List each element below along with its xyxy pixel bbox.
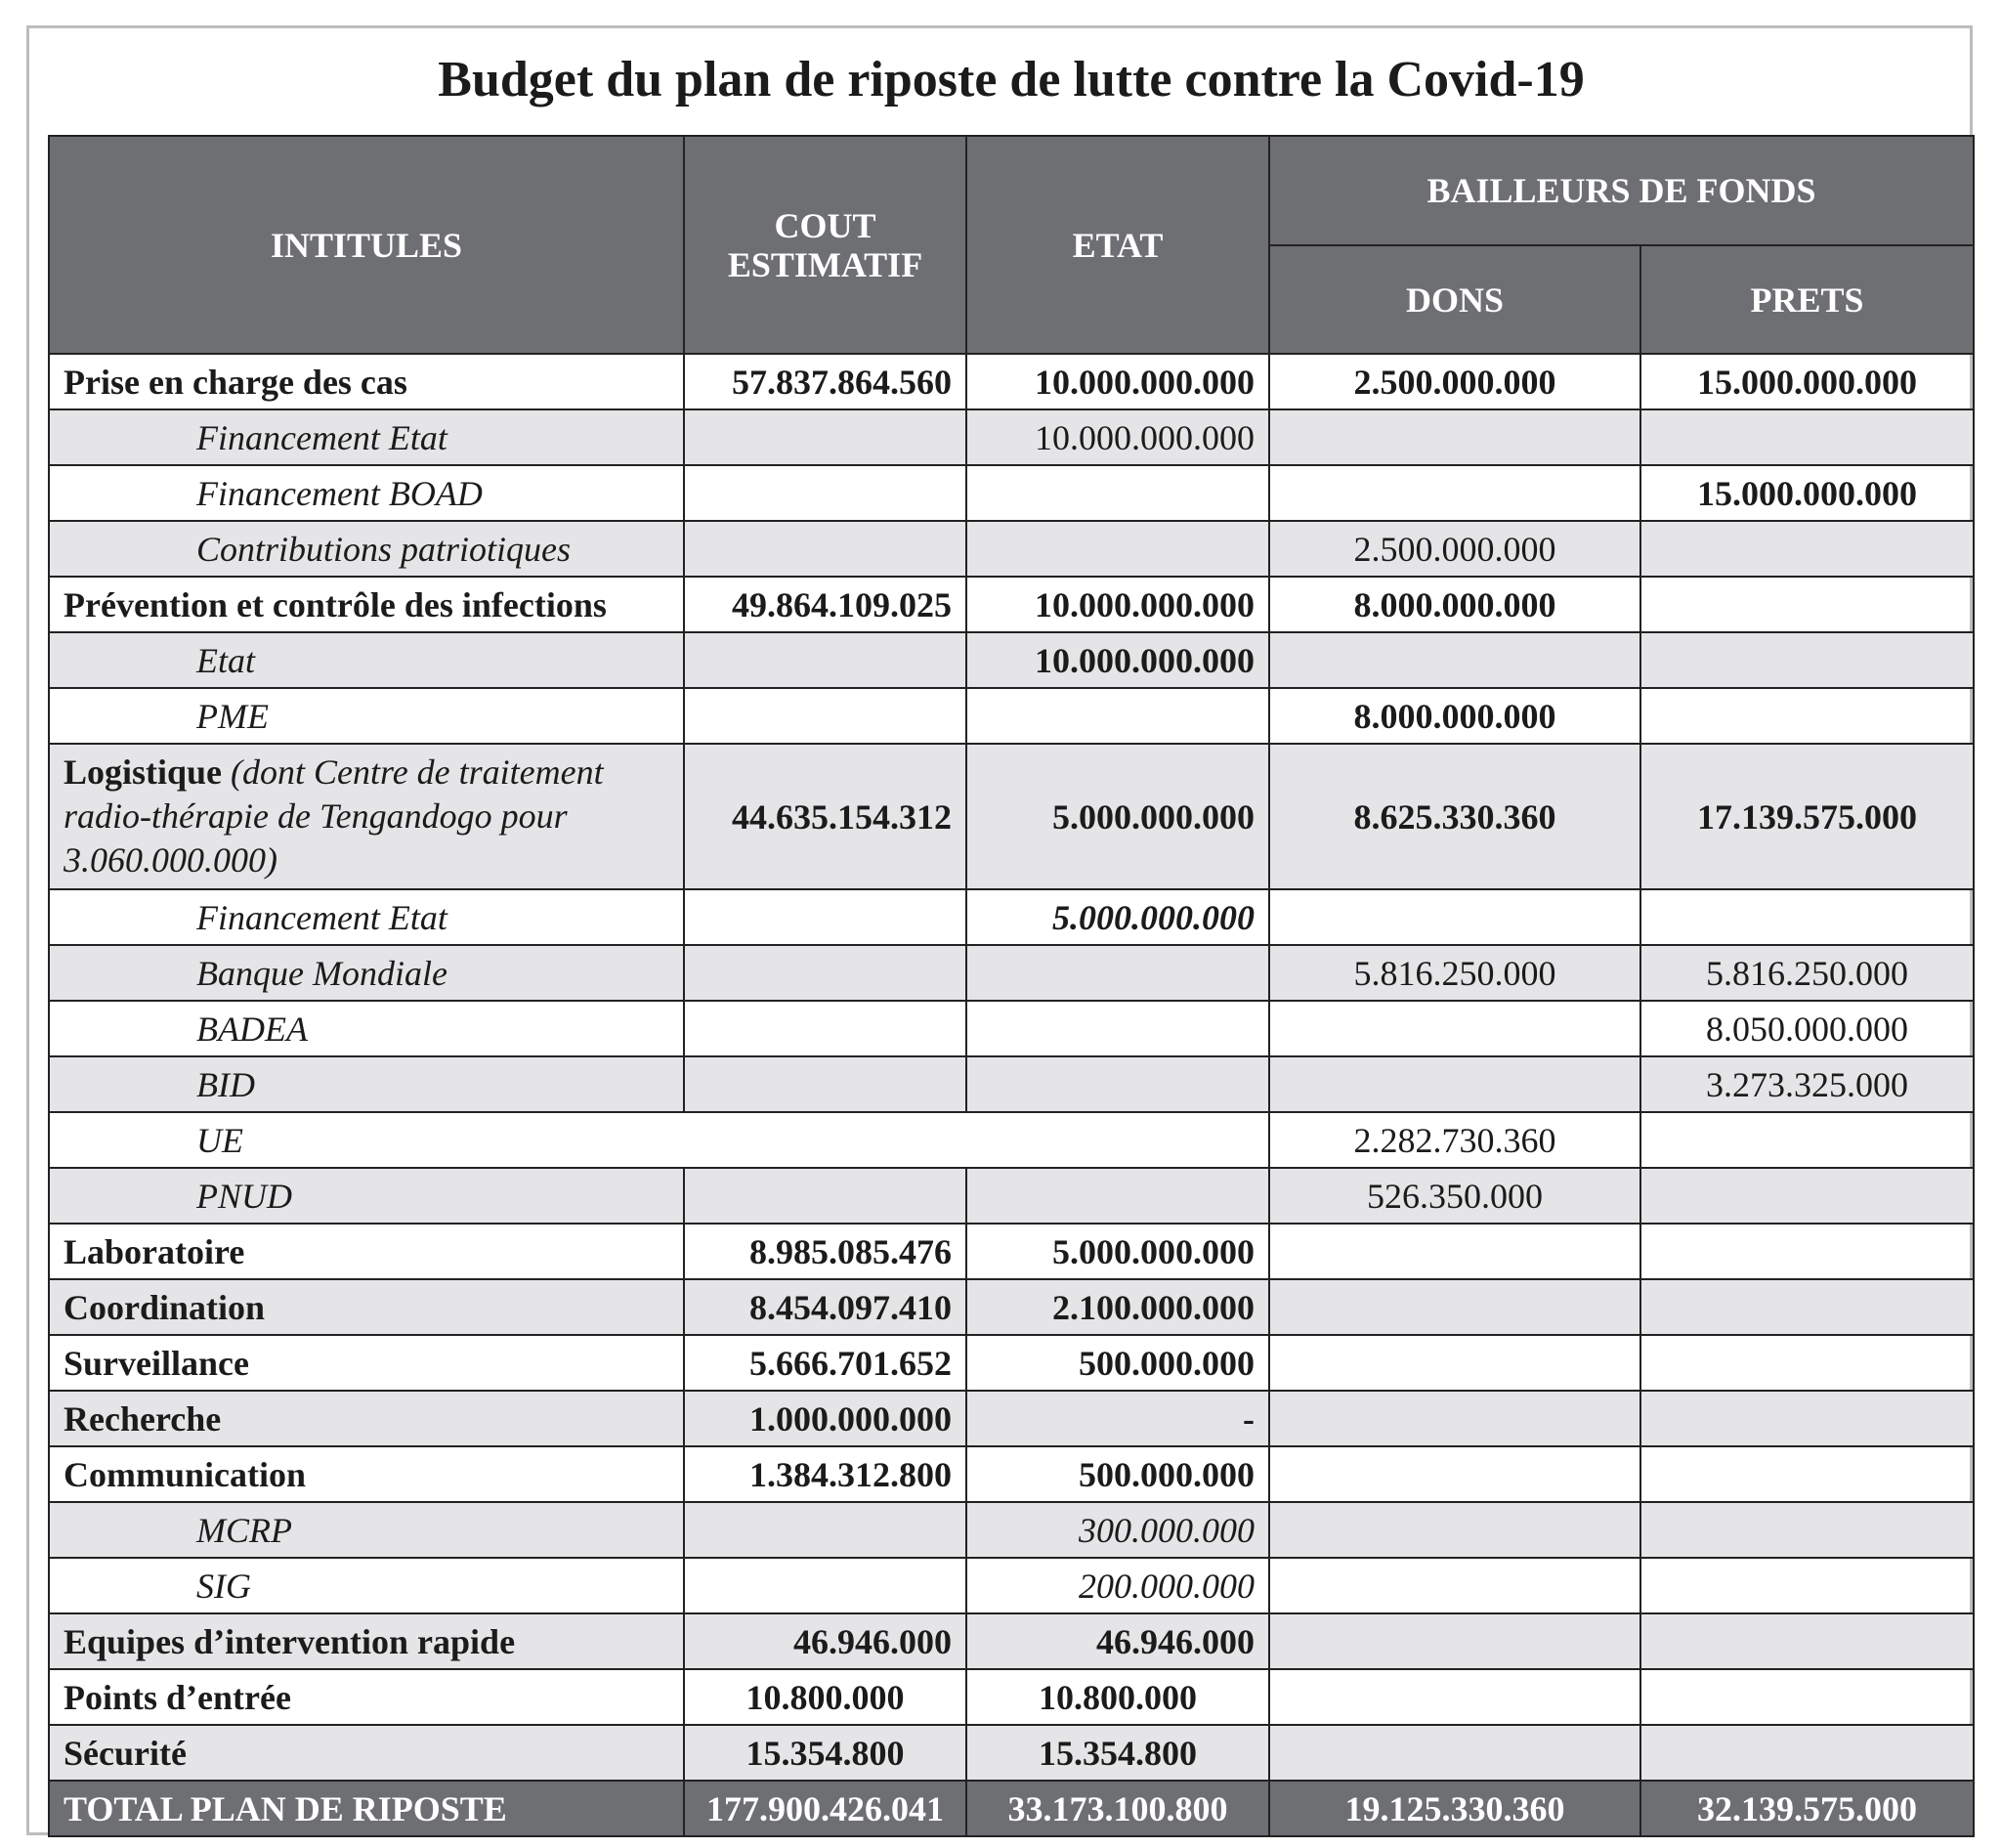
cout-cell [684,521,966,577]
header-prets: PRETS [1640,245,1974,354]
prets-cell [1640,889,1974,945]
table-row [49,688,1974,744]
cout-cell: 5.666.701.652 [684,1335,966,1391]
dons-cell [1269,1669,1640,1725]
header-bailleurs: BAILLEURS DE FONDS [1269,136,1974,245]
dons-cell: 5.816.250.000 [1269,945,1640,1001]
dons-cell [1269,1558,1640,1613]
prets-cell [1640,632,1974,688]
row-label: Financement Etat [49,409,684,465]
prets-cell [1640,1669,1974,1725]
table-row [49,889,1974,945]
cout-cell: 57.837.864.560 [684,354,966,409]
row-label: Financement BOAD [49,465,684,521]
row-label: Financement Etat [49,889,684,945]
table-row [49,465,1974,521]
dons-cell [1269,1279,1640,1335]
cout-cell [684,632,966,688]
dons-cell: 526.350.000 [1269,1168,1640,1224]
etat-cell [966,1001,1269,1056]
prets-cell [1640,1558,1974,1613]
total-label: TOTAL PLAN DE RIPOSTE [49,1781,684,1836]
dons-cell: 8.000.000.000 [1269,688,1640,744]
row-label: Prise en charge des cas [49,354,684,409]
etat-cell [966,688,1269,744]
etat-cell: 500.000.000 [966,1446,1269,1502]
header-intitules: INTITULES [49,136,684,354]
dons-cell [1269,1613,1640,1669]
cout-cell: 46.946.000 [684,1613,966,1669]
table-row [49,1446,1974,1502]
cout-cell [684,1001,966,1056]
row-label: UE [49,1112,684,1168]
table-row [49,1112,1974,1168]
etat-cell: 10.000.000.000 [966,354,1269,409]
etat-cell: 200.000.000 [966,1558,1269,1613]
dons-cell [1269,1001,1640,1056]
cout-cell: 1.384.312.800 [684,1446,966,1502]
prets-cell [1640,1279,1974,1335]
table-row [49,521,1974,577]
header-etat: ETAT [966,136,1269,354]
row-label: SIG [49,1558,684,1613]
table-row [49,409,1974,465]
cout-cell [684,688,966,744]
prets-cell [1640,688,1974,744]
total-dons: 19.125.330.360 [1269,1781,1640,1836]
row-label: BADEA [49,1001,684,1056]
dons-cell: 8.000.000.000 [1269,577,1640,632]
dons-cell: 2.500.000.000 [1269,354,1640,409]
row-label: PNUD [49,1168,684,1224]
prets-cell [1640,1725,1974,1781]
row-label: Surveillance [49,1335,684,1391]
total-cout: 177.900.426.041 [684,1781,966,1836]
total-prets: 32.139.575.000 [1640,1781,1974,1836]
prets-cell [1640,1224,1974,1279]
cout-cell: 49.864.109.025 [684,577,966,632]
cout-cell: 15.354.800 [684,1725,966,1781]
table-row [49,354,1974,409]
etat-cell: 46.946.000 [966,1613,1269,1669]
etat-cell: 10.000.000.000 [966,577,1269,632]
table-row [49,1613,1974,1669]
cout-cell: 8.454.097.410 [684,1279,966,1335]
dons-cell: 8.625.330.360 [1269,744,1640,889]
prets-cell: 17.139.575.000 [1640,744,1974,889]
row-label: Sécurité [49,1725,684,1781]
table-row [49,1001,1974,1056]
cout-cell [684,1502,966,1558]
etat-cell: - [966,1391,1269,1446]
row-label-logistique [49,744,684,889]
row-label: Points d’entrée [49,1669,684,1725]
header-cout-estimatif: COUT ESTIMATIF [684,136,966,354]
table-row [49,1056,1974,1112]
row-label: BID [49,1056,684,1112]
etat-cell: 300.000.000 [966,1502,1269,1558]
page-title: Budget du plan de riposte de lutte contre la Covid-19 [438,52,1585,107]
dons-cell [1269,1391,1640,1446]
cout-cell [684,889,966,945]
row-label: Etat [49,632,684,688]
prets-cell [1640,1168,1974,1224]
budget-table [48,135,1975,1837]
table-row [49,1669,1974,1725]
cout-cell: 8.985.085.476 [684,1224,966,1279]
prets-cell [1640,521,1974,577]
prets-cell: 15.000.000.000 [1640,354,1974,409]
cout-cell [684,465,966,521]
dons-cell [1269,1335,1640,1391]
etat-cell: 10.800.000 [966,1669,1269,1725]
etat-cell: 500.000.000 [966,1335,1269,1391]
row-label: MCRP [49,1502,684,1558]
prets-cell: 5.816.250.000 [1640,945,1974,1001]
etat-cell: 5.000.000.000 [966,1224,1269,1279]
etat-cell: 15.354.800 [966,1725,1269,1781]
table-row [49,1335,1974,1391]
dons-cell: 2.500.000.000 [1269,521,1640,577]
etat-cell: 10.000.000.000 [966,632,1269,688]
table-row [49,1279,1974,1335]
table-row [49,744,1974,889]
prets-cell [1640,1335,1974,1391]
dons-cell [1269,409,1640,465]
cout-cell: 1.000.000.000 [684,1391,966,1446]
dons-cell [1269,889,1640,945]
prets-cell: 8.050.000.000 [1640,1001,1974,1056]
dons-cell: 2.282.730.360 [1269,1112,1640,1168]
row-label: Coordination [49,1279,684,1335]
table-row [49,1168,1974,1224]
table-row [49,1391,1974,1446]
cout-cell [684,1558,966,1613]
etat-cell: 2.100.000.000 [966,1279,1269,1335]
etat-cell: 5.000.000.000 [966,744,1269,889]
header-dons: DONS [1269,245,1640,354]
row-label: Communication [49,1446,684,1502]
prets-cell [1640,1613,1974,1669]
etat-cell [966,945,1269,1001]
table-row [49,1725,1974,1781]
etat-cell: 5.000.000.000 [966,889,1269,945]
row-label: Laboratoire [49,1224,684,1279]
etat-cell [966,1168,1269,1224]
etat-cell: 10.000.000.000 [966,409,1269,465]
prets-cell [1640,1446,1974,1502]
etat-cell [966,1056,1269,1112]
table-row [49,1224,1974,1279]
cout-cell: 10.800.000 [684,1669,966,1725]
dons-cell [1269,1502,1640,1558]
cout-cell [684,1056,966,1112]
row-label: Banque Mondiale [49,945,684,1001]
table-row [49,945,1974,1001]
total-etat: 33.173.100.800 [966,1781,1269,1836]
table-row [49,1558,1974,1613]
dons-cell [1269,1056,1640,1112]
prets-cell [1640,409,1974,465]
etat-cell [966,521,1269,577]
row-label: Prévention et contrôle des infections [49,577,684,632]
total-row [49,1781,1974,1836]
dons-cell [1269,465,1640,521]
prets-cell [1640,1502,1974,1558]
etat-cell [966,465,1269,521]
dons-cell [1269,1446,1640,1502]
cout-cell [684,1112,966,1168]
prets-cell: 3.273.325.000 [1640,1056,1974,1112]
row-label: PME [49,688,684,744]
table-row [49,632,1974,688]
table-row [49,1502,1974,1558]
cout-cell [684,409,966,465]
etat-cell [966,1112,1269,1168]
cout-cell [684,945,966,1001]
cout-cell: 44.635.154.312 [684,744,966,889]
row-label: Equipes d’intervention rapide [49,1613,684,1669]
prets-cell [1640,1112,1974,1168]
prets-cell: 15.000.000.000 [1640,465,1974,521]
prets-cell [1640,1391,1974,1446]
row-label: Logistique [64,752,223,792]
table-row [49,577,1974,632]
cout-cell [684,1168,966,1224]
row-label: Contributions patriotiques [49,521,684,577]
dons-cell [1269,1224,1640,1279]
dons-cell [1269,1725,1640,1781]
dons-cell [1269,632,1640,688]
row-label: Recherche [49,1391,684,1446]
row-label-note: (dont Centre de traitement radio-thérapie de Tengandogo pour 3.060.000.000) [64,752,604,880]
prets-cell [1640,577,1974,632]
